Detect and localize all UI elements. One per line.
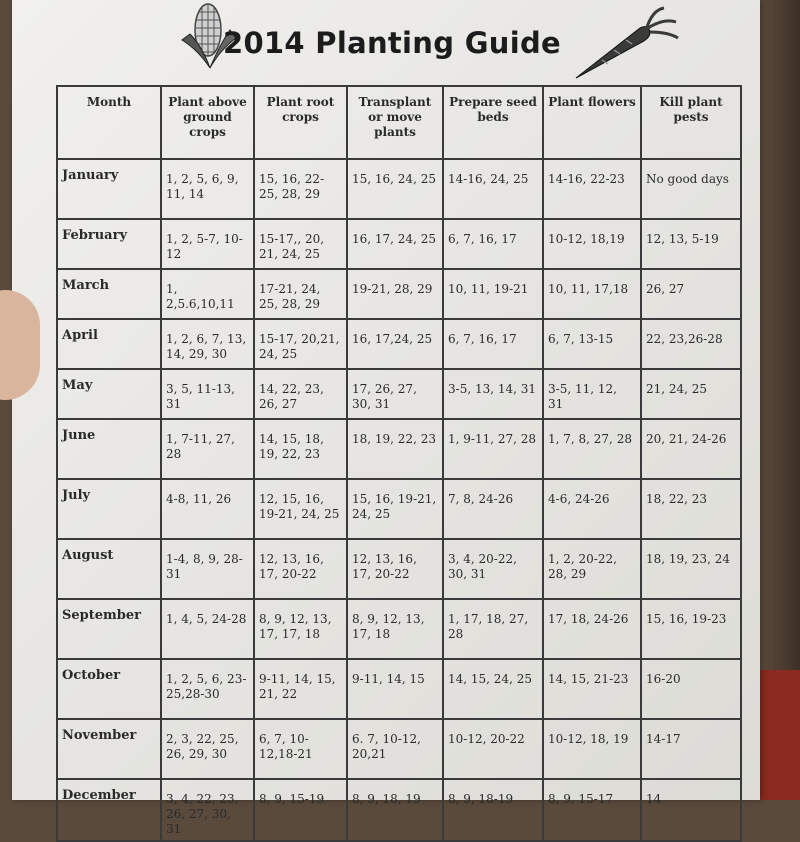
day-cell: 18, 19, 23, 24	[641, 539, 741, 599]
day-cell: 1, 2,5.6,10,11	[161, 269, 254, 319]
day-cell: 8, 9, 15-17	[543, 779, 641, 841]
column-header: Prepare seed beds	[443, 86, 543, 159]
column-header: Kill plant pests	[641, 86, 741, 159]
day-cell: 14, 15, 21-23	[543, 659, 641, 719]
day-cell: 1, 2, 20-22, 28, 29	[543, 539, 641, 599]
month-cell: February	[57, 219, 161, 269]
day-cell: 6, 7, 13-15	[543, 319, 641, 369]
month-cell: December	[57, 779, 161, 841]
day-cell: 14, 15, 18, 19, 22, 23	[254, 419, 347, 479]
month-cell: August	[57, 539, 161, 599]
day-cell: 14-17	[641, 719, 741, 779]
day-cell: 10, 11, 17,18	[543, 269, 641, 319]
table-row	[57, 419, 741, 479]
carrot-icon	[572, 4, 682, 84]
month-cell: May	[57, 369, 161, 419]
day-cell: 1, 2, 5, 6, 23-25,28-30	[161, 659, 254, 719]
table-row	[57, 319, 741, 369]
planting-table	[56, 85, 742, 842]
day-cell: 15, 16, 19-21, 24, 25	[347, 479, 443, 539]
day-cell: 8, 9, 18, 19	[347, 779, 443, 841]
day-cell: 9-11, 14, 15	[347, 659, 443, 719]
month-cell: January	[57, 159, 161, 219]
month-cell: April	[57, 319, 161, 369]
day-cell: 8, 9, 12, 13, 17, 18	[347, 599, 443, 659]
column-header: Plant flowers	[543, 86, 641, 159]
table-row	[57, 479, 741, 539]
day-cell: 14	[641, 779, 741, 841]
month-cell: June	[57, 419, 161, 479]
day-cell: 1, 17, 18, 27, 28	[443, 599, 543, 659]
day-cell: 10-12, 18, 19	[543, 719, 641, 779]
day-cell: 3, 5, 11-13, 31	[161, 369, 254, 419]
day-cell: 15-17, 20,21, 24, 25	[254, 319, 347, 369]
day-cell: 4-8, 11, 26	[161, 479, 254, 539]
day-cell: 17, 26, 27, 30, 31	[347, 369, 443, 419]
day-cell: 12, 15, 16, 19-21, 24, 25	[254, 479, 347, 539]
column-header: Transplant or move plants	[347, 86, 443, 159]
day-cell: 15, 16, 19-23	[641, 599, 741, 659]
day-cell: 8, 9, 12, 13, 17, 17, 18	[254, 599, 347, 659]
day-cell: 17-21, 24, 25, 28, 29	[254, 269, 347, 319]
day-cell: 12, 13, 16, 17, 20-22	[254, 539, 347, 599]
day-cell: 26, 27	[641, 269, 741, 319]
table-row	[57, 369, 741, 419]
day-cell: 8, 9, 15-19	[254, 779, 347, 841]
day-cell: No good days	[641, 159, 741, 219]
planting-guide-sheet	[12, 0, 760, 836]
day-cell: 6. 7, 10-12, 20,21	[347, 719, 443, 779]
day-cell: 20, 21, 24-26	[641, 419, 741, 479]
month-cell: November	[57, 719, 161, 779]
table-row	[57, 219, 741, 269]
day-cell: 1, 7, 8, 27, 28	[543, 419, 641, 479]
table-row	[57, 779, 741, 841]
day-cell: 16, 17, 24, 25	[347, 219, 443, 269]
day-cell: 21, 24, 25	[641, 369, 741, 419]
table-row	[57, 269, 741, 319]
day-cell: 14, 22, 23, 26, 27	[254, 369, 347, 419]
day-cell: 2, 3, 22, 25, 26, 29, 30	[161, 719, 254, 779]
day-cell: 15, 16, 22-25, 28, 29	[254, 159, 347, 219]
table-row	[57, 539, 741, 599]
day-cell: 15-17,, 20, 21, 24, 25	[254, 219, 347, 269]
day-cell: 7, 8, 24-26	[443, 479, 543, 539]
month-cell: October	[57, 659, 161, 719]
column-header: Month	[57, 86, 161, 159]
month-cell: March	[57, 269, 161, 319]
day-cell: 18, 22, 23	[641, 479, 741, 539]
day-cell: 22, 23,26-28	[641, 319, 741, 369]
table-row	[57, 159, 741, 219]
column-header: Plant above ground crops	[161, 86, 254, 159]
header-row	[57, 86, 741, 159]
day-cell: 9-11, 14, 15, 21, 22	[254, 659, 347, 719]
day-cell: 17, 18, 24-26	[543, 599, 641, 659]
day-cell: 6, 7, 10-12,18-21	[254, 719, 347, 779]
table-row	[57, 599, 741, 659]
day-cell: 18, 19, 22, 23	[347, 419, 443, 479]
day-cell: 16-20	[641, 659, 741, 719]
day-cell: 1, 7-11, 27, 28	[161, 419, 254, 479]
day-cell: 15, 16, 24, 25	[347, 159, 443, 219]
day-cell: 10-12, 18,19	[543, 219, 641, 269]
day-cell: 10, 11, 19-21	[443, 269, 543, 319]
day-cell: 4-6, 24-26	[543, 479, 641, 539]
day-cell: 3, 4, 22, 23, 26, 27, 30, 31	[161, 779, 254, 841]
day-cell: 1, 2, 6, 7, 13, 14, 29, 30	[161, 319, 254, 369]
day-cell: 12, 13, 16, 17, 20-22	[347, 539, 443, 599]
day-cell: 1, 4, 5, 24-28	[161, 599, 254, 659]
day-cell: 8, 9, 18-19	[443, 779, 543, 841]
day-cell: 14, 15, 24, 25	[443, 659, 543, 719]
column-header: Plant root crops	[254, 86, 347, 159]
day-cell: 1-4, 8, 9, 28-31	[161, 539, 254, 599]
day-cell: 3, 4, 20-22, 30, 31	[443, 539, 543, 599]
table-row	[57, 659, 741, 719]
day-cell: 1, 9-11, 27, 28	[443, 419, 543, 479]
day-cell: 6, 7, 16, 17	[443, 319, 543, 369]
day-cell: 6, 7, 16, 17	[443, 219, 543, 269]
day-cell: 10-12, 20-22	[443, 719, 543, 779]
month-cell: September	[57, 599, 161, 659]
thumb	[0, 290, 40, 400]
day-cell: 16, 17,24, 25	[347, 319, 443, 369]
day-cell: 14-16, 24, 25	[443, 159, 543, 219]
day-cell: 19-21, 28, 29	[347, 269, 443, 319]
day-cell: 3-5, 11, 12, 31	[543, 369, 641, 419]
table-row	[57, 719, 741, 779]
day-cell: 12, 13, 5-19	[641, 219, 741, 269]
day-cell: 1, 2, 5-7, 10-12	[161, 219, 254, 269]
month-cell: July	[57, 479, 161, 539]
day-cell: 14-16, 22-23	[543, 159, 641, 219]
day-cell: 1, 2, 5, 6, 9, 11, 14	[161, 159, 254, 219]
day-cell: 3-5, 13, 14, 31	[443, 369, 543, 419]
page-title: 2014 Planting Guide	[222, 26, 562, 60]
